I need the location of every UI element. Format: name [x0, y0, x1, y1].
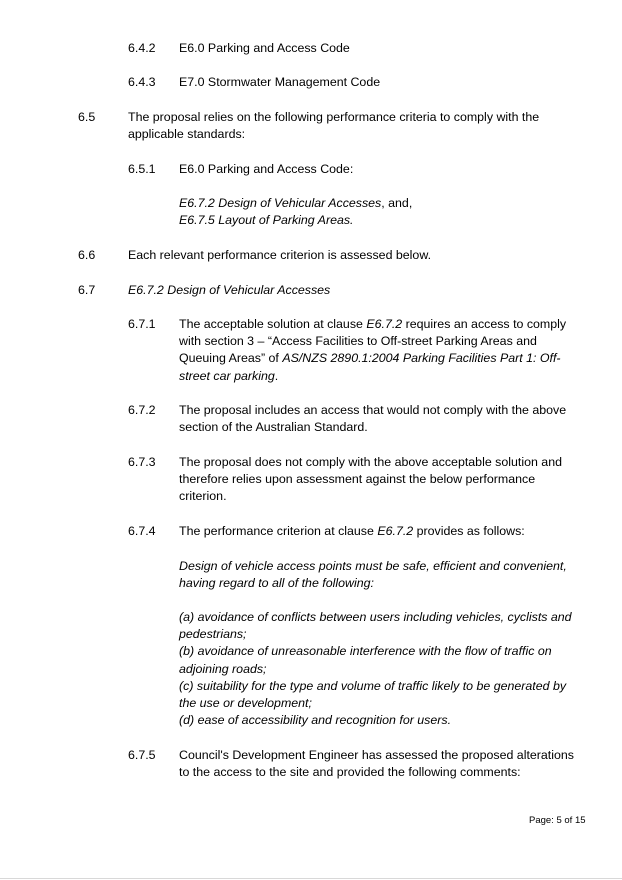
item-number-6-5: 6.5 — [78, 110, 96, 124]
quote-b-line2: adjoining roads; — [179, 661, 267, 676]
item-number-6-4-2: 6.4.2 — [128, 41, 156, 55]
item-number-6-7-4: 6.7.4 — [128, 524, 156, 538]
item-6-7-4-text-a: The performance criterion at clause — [179, 524, 378, 538]
item-number-6-7-5: 6.7.5 — [128, 748, 156, 762]
item-number-6-7: 6.7 — [78, 283, 96, 297]
item-6-7-5-line1: Council's Development Engineer has assessed the proposed alterations — [179, 748, 574, 762]
section-heading-6-7: E6.7.2 Design of Vehicular Accesses — [128, 283, 331, 297]
item-text-6-7-2 — [179, 402, 579, 436]
item-6-7-2-line1: The proposal includes an access that would not comply with the above — [179, 403, 567, 417]
page-number: Page: 5 of 15 — [529, 815, 586, 826]
quote-d-line1: (d) ease of accessibility and recognition for users. — [179, 713, 452, 728]
clause-ref: E6.7.2 — [366, 317, 403, 331]
criteria-list — [179, 195, 579, 229]
item-6-5-line1: The proposal relies on the following performance criteria to comply with the — [128, 110, 540, 124]
criterion-1-suffix: , and, — [381, 196, 413, 210]
item-text-6-5-1: E6.0 Parking and Access Code: — [179, 162, 354, 176]
item-6-7-1-line3 — [179, 350, 579, 367]
item-text-6-7-1 — [179, 316, 579, 385]
item-6-7-5-line2: to the access to the site and provided the following comments: — [179, 765, 521, 780]
item-text-6-7-3 — [179, 454, 579, 506]
criterion-2 — [179, 212, 579, 229]
item-6-7-1-line1 — [179, 316, 579, 333]
quote-c-line2: the use or development; — [179, 696, 312, 711]
item-6-7-1-period: . — [274, 368, 279, 383]
item-number-6-4-3: 6.4.3 — [128, 75, 156, 89]
quote-line2: having regard to all of the following: — [179, 576, 374, 591]
clause-ref-2: E6.7.2 — [377, 524, 414, 538]
item-text-6-4-3: E7.0 Stormwater Management Code — [179, 75, 381, 89]
item-number-6-6: 6.6 — [78, 248, 96, 262]
item-6-7-4-text-b: provides as follows: — [413, 524, 525, 538]
quote-c-line1: (c) suitability for the type and volume of traffic likely to be generated by — [179, 678, 567, 693]
item-6-7-1-text-a: The acceptable solution at clause — [179, 317, 367, 331]
item-6-7-2-line2: section of the Australian Standard. — [179, 420, 368, 435]
item-text-6-7-4 — [179, 523, 525, 540]
item-number-6-7-1: 6.7.1 — [128, 317, 156, 331]
quote-a-line1: (a) avoidance of conflicts between users including vehicles, cyclists and — [179, 610, 572, 624]
quote-b-line1: (b) avoidance of unreasonable interference with the flow of traffic on — [179, 644, 552, 659]
item-6-7-1-line4 — [179, 368, 579, 385]
criterion-2-title: E6.7.5 Layout of Parking Areas. — [179, 213, 354, 228]
item-number-6-7-3: 6.7.3 — [128, 455, 156, 469]
item-text-6-7-5 — [179, 747, 579, 781]
item-text-6-6: Each relevant performance criterion is assessed below. — [128, 248, 432, 262]
page-bottom-divider — [0, 878, 622, 879]
item-6-7-3-line1: The proposal does not comply with the above acceptable solution and — [179, 455, 562, 469]
criterion-quote-intro — [179, 558, 579, 592]
item-6-7-1-text-c: Queuing Areas” of — [179, 351, 283, 366]
item-6-7-3-line3: criterion. — [179, 489, 227, 504]
item-text-6-5 — [128, 109, 580, 143]
criterion-1 — [179, 195, 579, 212]
standard-ref-part2: street car parking — [179, 368, 275, 383]
criterion-1-title: E6.7.2 Design of Vehicular Accesses — [179, 196, 382, 210]
quote-line1: Design of vehicle access points must be safe, efficient and convenient, — [179, 559, 567, 573]
item-6-7-1-line2: with section 3 – “Access Facilities to Off-street Parking Areas and — [179, 334, 537, 349]
criterion-quote-list — [179, 609, 579, 729]
standard-ref-part1: AS/NZS 2890.1:2004 Parking Facilities Part 1: Off- — [282, 351, 561, 366]
item-6-7-1-text-b: requires an access to comply — [402, 317, 567, 331]
item-number-6-7-2: 6.7.2 — [128, 403, 156, 417]
item-number-6-5-1: 6.5.1 — [128, 162, 156, 176]
quote-a-line2: pedestrians; — [179, 627, 247, 642]
item-text-6-4-2: E6.0 Parking and Access Code — [179, 41, 350, 55]
item-6-7-3-line2: therefore relies upon assessment against the below performance — [179, 472, 536, 487]
item-6-5-line2: applicable standards: — [128, 127, 246, 142]
